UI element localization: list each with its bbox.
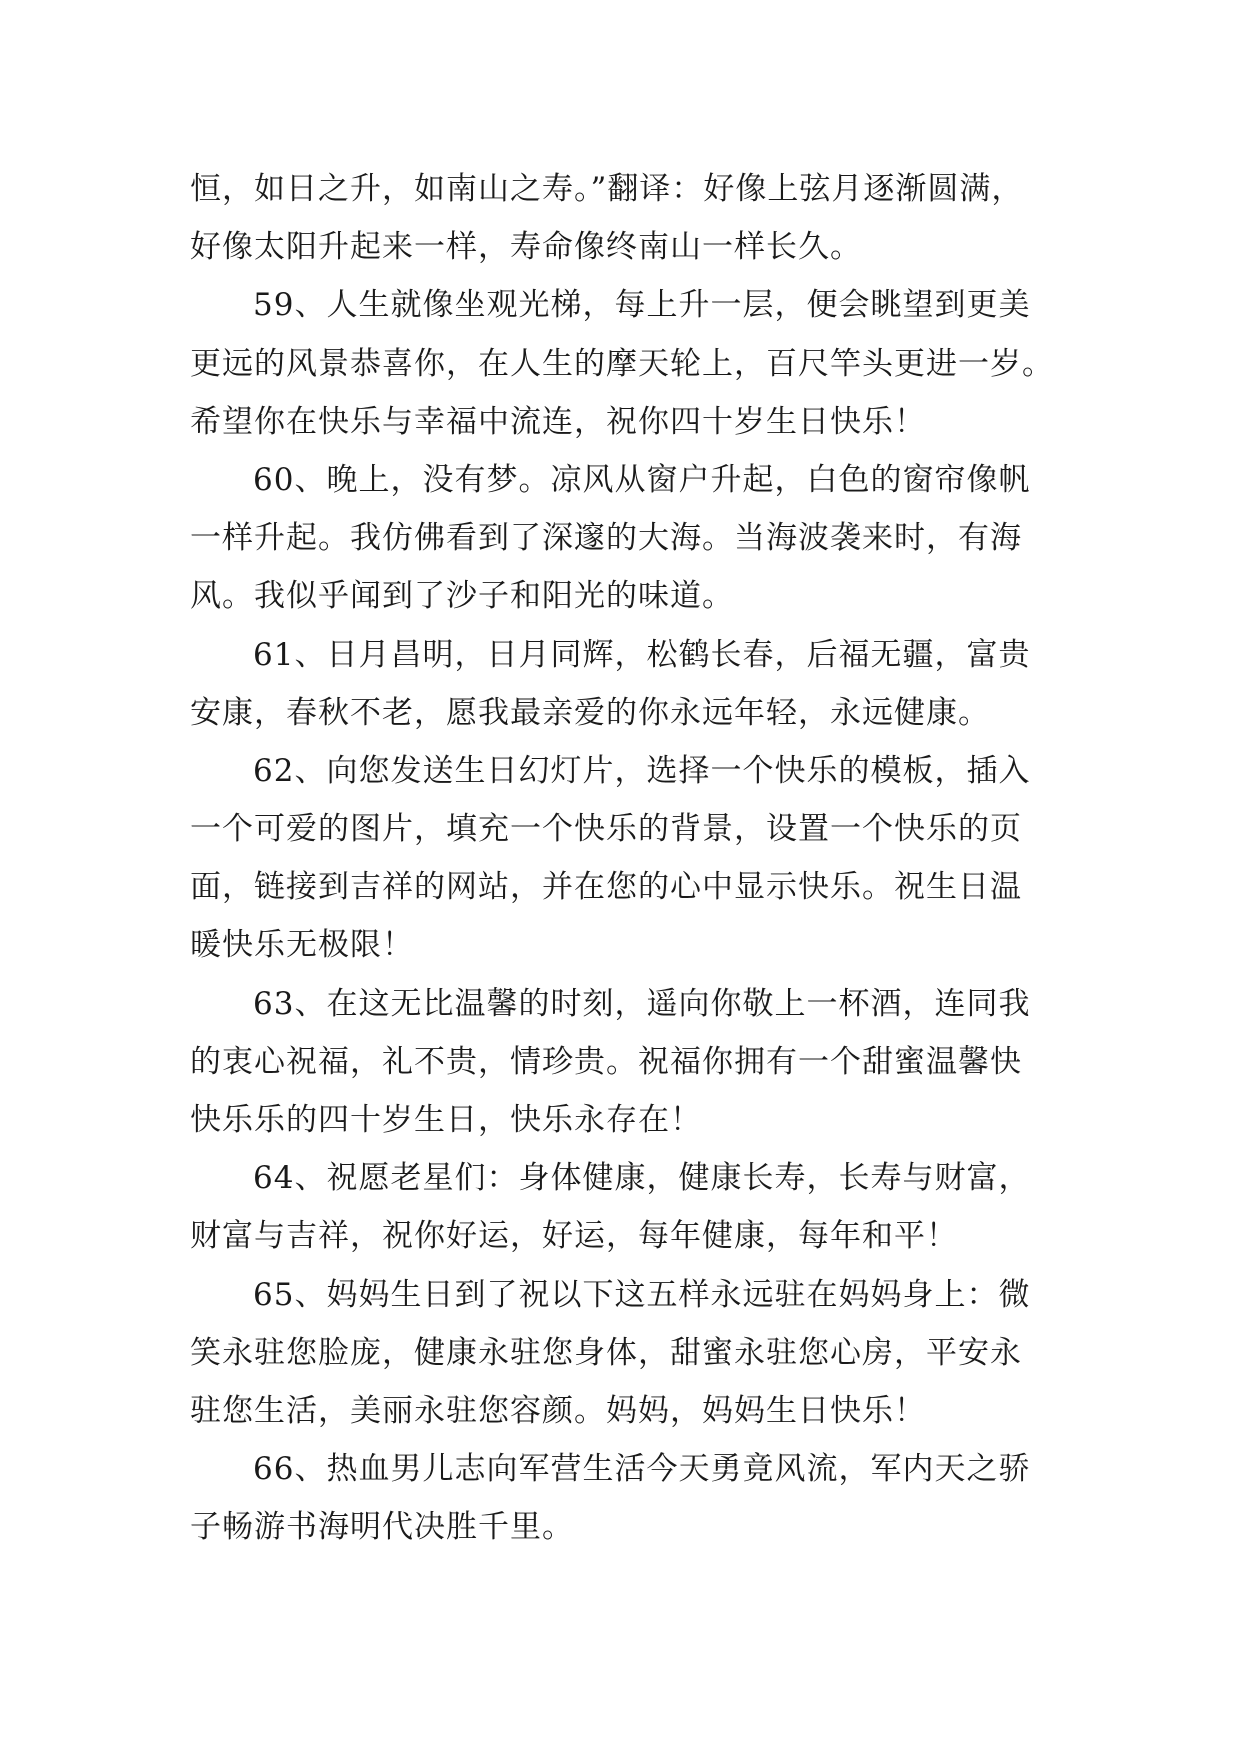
paragraph-start-65: 65、妈妈生日到了祝以下这五样永远驻在妈妈身上：微 [253, 1276, 1031, 1313]
text-line: 希望你在快乐与幸福中流连，祝你四十岁生日快乐！ [190, 403, 926, 440]
text-line: 安康，春秋不老，愿我最亲爱的你永远年轻，永远健康。 [190, 694, 990, 731]
paragraph-start-61: 61、日月昌明，日月同辉，松鹤长春，后福无疆，富贵 [253, 636, 1031, 673]
text-line: 笑永驻您脸庞，健康永驻您身体，甜蜜永驻您心房，平安永 [190, 1334, 1022, 1371]
text-line: 子畅游书海明代决胜千里。 [190, 1509, 574, 1546]
paragraph-start-60: 60、晚上，没有梦。凉风从窗户升起，白色的窗帘像帆 [253, 461, 1031, 498]
text-line: 的衷心祝福，礼不贵，情珍贵。祝福你拥有一个甜蜜温馨快 [190, 1043, 1022, 1080]
text-line: 一个可爱的图片，填充一个快乐的背景，设置一个快乐的页 [190, 811, 1022, 848]
text-line: 驻您生活，美丽永驻您容颜。妈妈，妈妈生日快乐！ [190, 1392, 926, 1429]
text-line: 风。我似乎闻到了沙子和阳光的味道。 [190, 578, 734, 615]
document-body [190, 160, 1070, 1557]
text-line: 财富与吉祥，祝你好运，好运，每年健康，每年和平！ [190, 1218, 958, 1255]
paragraph-start-66: 66、热血男儿志向军营生活今天勇竟风流，军内天之骄 [253, 1451, 1031, 1488]
paragraph-start-63: 63、在这无比温馨的时刻，遥向你敬上一杯酒，连同我 [253, 985, 1031, 1022]
text-line: 快乐乐的四十岁生日，快乐永存在！ [190, 1102, 702, 1138]
paragraph-start-62: 62、向您发送生日幻灯片，选择一个快乐的模板，插入 [253, 752, 1031, 789]
text-line: 好像太阳升起来一样，寿命像终南山一样长久。 [190, 229, 862, 266]
text-line: 恒，如日之升，如南山之寿。”翻译：好像上弦月逐渐圆满， [190, 171, 1024, 207]
text-line: 面，链接到吉祥的网站，并在您的心中显示快乐。祝生日温 [190, 869, 1022, 906]
paragraph-start-64: 64、祝愿老星们：身体健康，健康长寿，长寿与财富， [253, 1160, 1031, 1197]
text-line: 一样升起。我仿佛看到了深邃的大海。当海波袭来时，有海 [190, 520, 1022, 557]
text-line: 更远的风景恭喜你，在人生的摩天轮上，百尺竿头更进一岁。 [190, 345, 1054, 382]
paragraph-start-59: 59、人生就像坐观光梯，每上升一层，便会眺望到更美 [253, 287, 1031, 324]
text-line: 暖快乐无极限！ [190, 927, 414, 964]
